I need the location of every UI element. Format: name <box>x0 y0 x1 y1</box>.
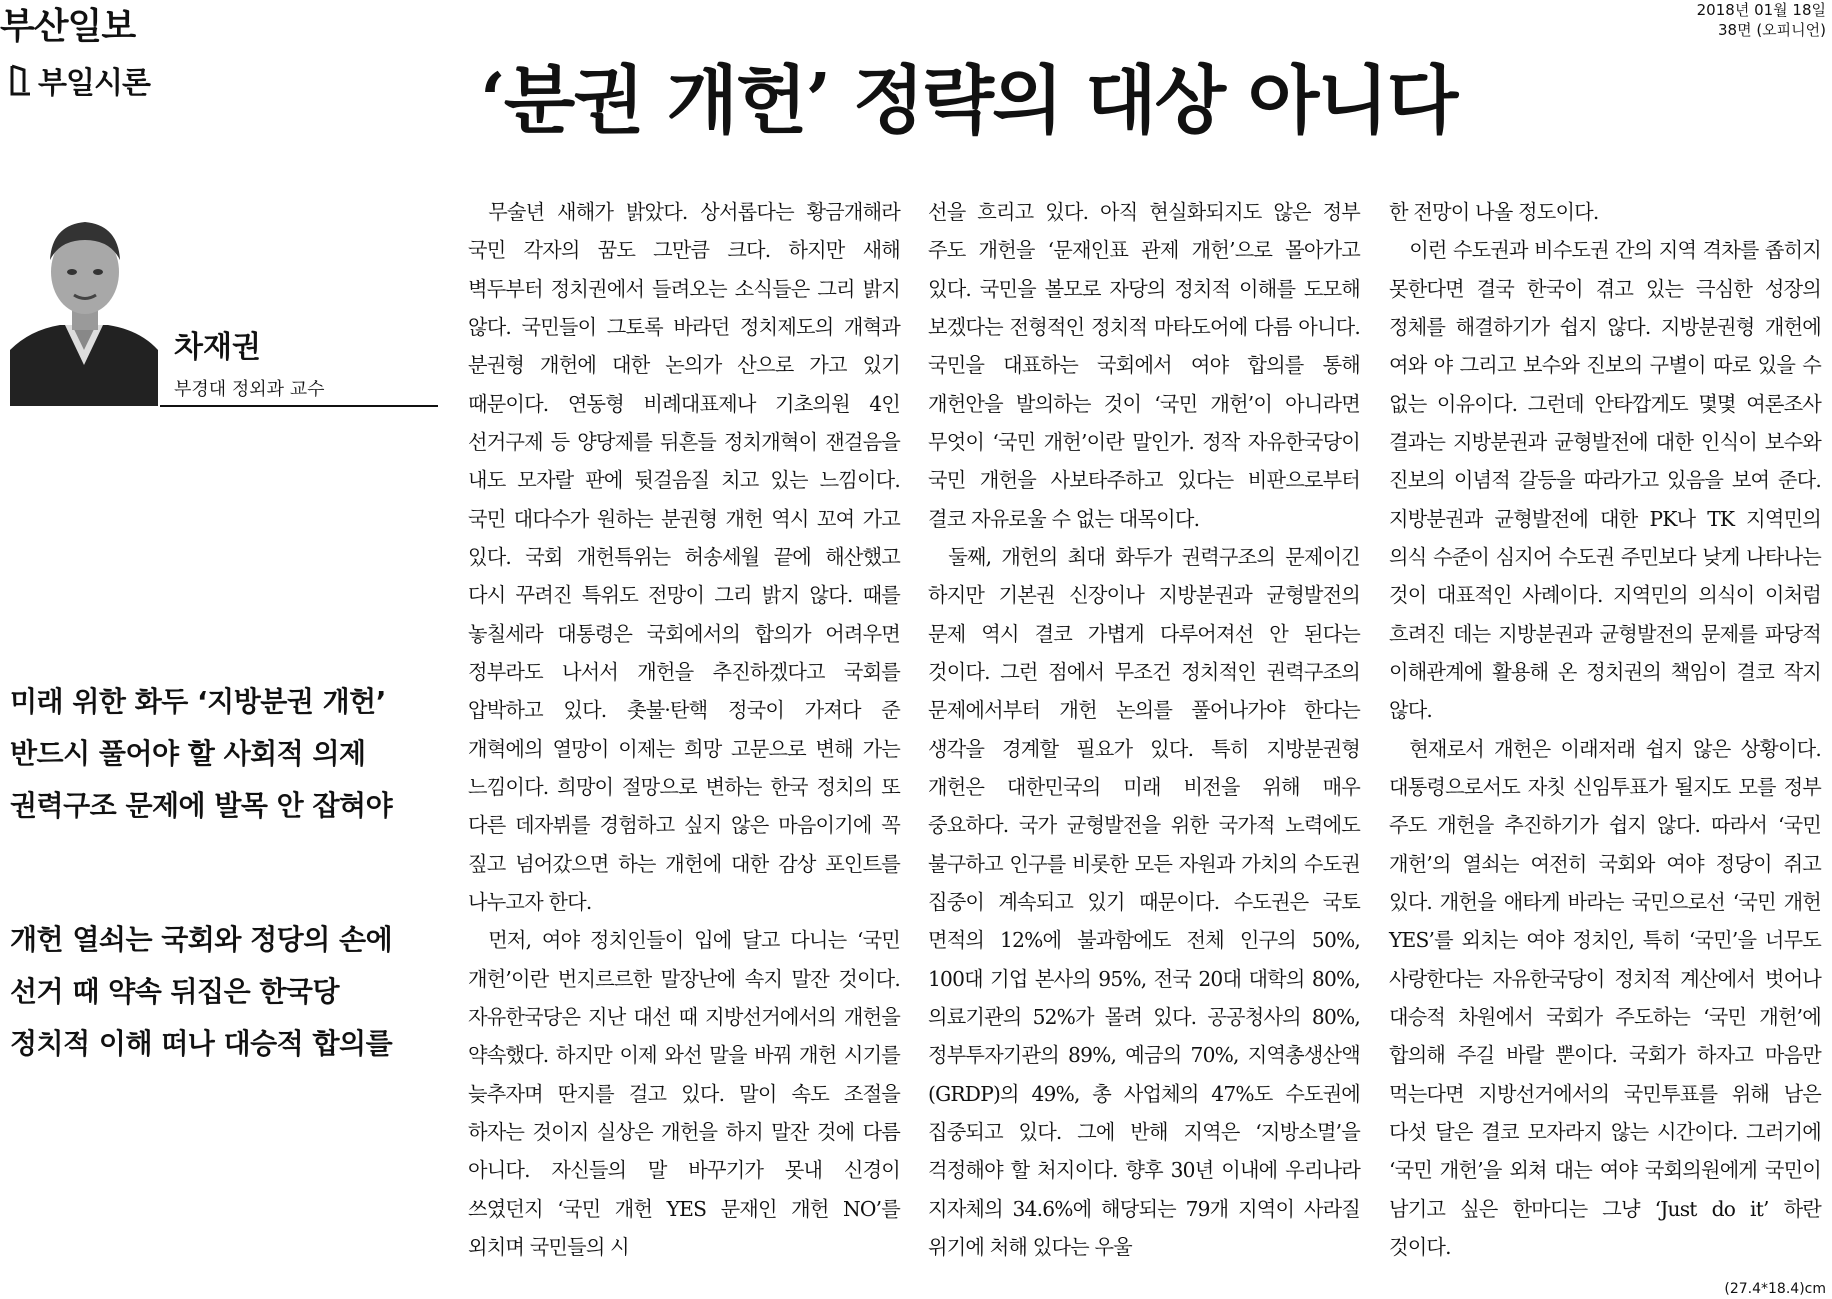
newspaper-masthead: 부산일보 <box>0 6 136 47</box>
author-name: 차재권 <box>174 330 261 365</box>
article-headline: ‘분권 개헌’ 정략의 대상 아니다 <box>480 58 1457 144</box>
body-column-2 <box>928 193 1360 1266</box>
pull-quote-line: 선거 때 약속 뒤집은 한국당 <box>10 975 340 1008</box>
pull-quote-line: 개헌 열쇠는 국회와 정당의 손에 <box>10 923 393 956</box>
body-paragraph: 무술년 새해가 밝았다. 상서롭다는 황금개해라 국민 각자의 꿈도 그만큼 크다. 하지만 새해 벽두부터 정치권에서 들려오는 소식들은 그리 밝지 않다. 국민들이 그토록 바라던 정치제도의 개혁과 분권형 개헌에 대한 논의가 산으로 가고 있기 때문이다. 연동형 비례대표제나 기초의원 4인 선거구제 등 양당제를 뒤흔들 정치개혁이 잰걸음을 내도 모자랄 판에 뒷걸음질 치고 있는 느낌이다. 국민 대다수가 원하는 분권형 개헌 역시 꼬여 가고 있다. 국회 개헌특위는 허송세월 끝에 해산했고 다시 꾸려진 특위도 전망이 그리 밝지 않다. 때를 놓칠세라 대통령은 국회에서의 합의가 어려우면 정부라도 나서서 개헌을 추진하겠다고 국회를 압박하고 있다. 촛불·탄핵 정국이 가져다 준 개혁에의 열망이 이제는 희망 고문으로 변해 가는 느낌이다. 희망이 절망으로 변하는 한국 정치의 또 다른 데자뷔를 경험하고 싶지 않은 마음이기에 꼭 짚고 넘어갔으면 하는 개헌에 대한 감상 포인트를 나누고자 한다. <box>468 200 900 914</box>
author-box <box>10 200 438 406</box>
publish-date: 2018년 01월 18일 <box>1696 1 1826 19</box>
pull-quote-line: 권력구조 문제에 발목 안 잡혀야 <box>10 789 393 822</box>
author-photo <box>10 200 158 406</box>
body-paragraph: 둘째, 개헌의 최대 화두가 권력구조의 문제이긴 하지만 기본권 신장이나 지방분권과 균형발전의 문제 역시 결코 가볍게 다루어져선 안 된다는 것이다. 그런 점에서 무조건 정치적인 권력구조의 문제에서부터 개헌 논의를 풀어나가야 한다는 생각을 경계할 필요가 있다. 특히 지방분권형 개헌은 대한민국의 미래 비전을 위해 매우 중요하다. 국가 균형발전을 위한 국가적 노력에도 불구하고 인구를 비롯한 모든 자원과 가치의 수도권 집중이 계속되고 있기 때문이다. 수도권은 국토 면적의 12%에 불과함에도 전체 인구의 50%, 100대 기업 본사의 95%, 전국 20대 대학의 80%, 의료기관의 52%가 몰려 있다. 공공청사의 80%, 정부투자기관의 89%, 예금의 70%, 지역총생산액(GRDP)의 49%, 총 사업체의 47%도 수도권에 집중되고 있다. 그에 반해 지역은 ‘지방소멸’을 걱정해야 할 처지이다. 향후 30년 이내에 우리나라 지자체의 34.6%에 해당되는 79개 지역이 사라질 위기에 처해 있다는 우울 <box>928 544 1360 1259</box>
author-affiliation: 부경대 정외과 교수 <box>174 379 325 400</box>
dateline <box>1697 0 1826 40</box>
pull-quote-line: 반드시 풀어야 할 사회적 의제 <box>10 737 366 770</box>
page-section: 38면 (오피니언) <box>1717 21 1826 39</box>
body-column-3 <box>1389 193 1821 1266</box>
body-paragraph: 이런 수도권과 비수도권 간의 지역 격차를 좁히지 못한다면 결국 한국이 겪고 있는 극심한 성장의 정체를 해결하기가 쉽지 않다. 지방분권형 개헌에 여와 야 그리고 보수와 진보의 구별이 따로 있을 수 없는 이유이다. 그런데 안타깝게도 몇몇 여론조사 결과는 지방분권과 균형발전에 대한 인식이 보수와 진보의 이념적 갈등을 따라가고 있음을 보여 준다. 지방분권과 균형발전에 대한 PK나 TK 지역민의 의식 수준이 심지어 수도권 주민보다 낮게 나타나는 것이 대표적인 사례이다. 지역민의 의식이 이처럼 흐려진 데는 지방분권과 균형발전의 문제를 파당적 이해관계에 활용해 온 정치권의 책임이 결코 작지 않다. <box>1389 238 1821 723</box>
pull-quote-line: 미래 위한 화두 ‘지방분권 개헌’ <box>10 685 386 718</box>
body-paragraph: 현재로서 개헌은 이래저래 쉽지 않은 상황이다. 대통령으로서도 자칫 신임투표가 될지도 모를 정부 주도 개헌을 추진하기가 쉽지 않다. 따라서 ‘국민 개헌’의 열쇠는 여전히 국회와 여야 정당이 쥐고 있다. 개헌을 애타게 바라는 국민으로선 ‘국민 개헌 YES’를 외치는 여야 정치인, 특히 ‘국민’을 너무도 사랑한다는 자유한국당이 정치적 계산에서 벗어나 대승적 차원에서 국회가 주도하는 ‘국민 개헌’에 합의해 주길 바랄 뿐이다. 국회가 하자고 마음만 먹는다면 지방선거에서의 국민투표를 위해 남은 다섯 달은 결코 모자라지 않는 시간이다. 그러기에 ‘국민 개헌’을 외쳐 대는 여야 국회의원에게 국민이 남기고 싶은 한마디는 그냥 ‘Just do it’ 하란 것이다. <box>1389 736 1821 1259</box>
pull-quote-1 <box>10 676 392 832</box>
article-size-note: (27.4*18.4)cm <box>1724 1281 1826 1297</box>
section-header <box>10 58 150 102</box>
body-column-1 <box>468 193 900 1266</box>
body-paragraph: 먼저, 여야 정치인들이 입에 달고 다니는 ‘국민 개헌’이란 번지르르한 말장난에 속지 말잔 것이다. 자유한국당은 지난 대선 때 지방선거에서의 개헌을 약속했다. 하지만 이제 와선 말을 바꿔 개헌 시기를 늦추자며 딴지를 걸고 있다. 말이 속도 조절을 하자는 것이지 실상은 개헌을 하지 말잔 것에 다름 아니다. 자신들의 말 바꾸기가 못내 신경이 쓰였던지 ‘국민 개헌 YES 문재인 개헌 NO’를 외치며 국민들의 시 <box>468 928 900 1259</box>
column-bracket-icon <box>10 64 32 96</box>
pull-quote-line: 정치적 이해 떠나 대승적 합의를 <box>10 1027 393 1060</box>
pull-quote-2 <box>10 914 392 1070</box>
body-paragraph: 선을 흐리고 있다. 아직 현실화되지도 않은 정부 주도 개헌을 ‘문재인표 관제 개헌’으로 몰아가고 있다. 국민을 볼모로 자당의 정치적 이해를 도모해 보겠다는 전형적인 정치적 마타도어에 다름 아니다. 국민을 대표하는 국회에서 여야 합의를 통해 개헌안을 발의하는 것이 ‘국민 개헌’이 아니라면 무엇이 ‘국민 개헌’이란 말인가. 정작 자유한국당이 국민 개헌을 사보타주하고 있다는 비판으로부터 결코 자유로울 수 없는 대목이다. <box>928 200 1360 531</box>
divider <box>160 405 438 407</box>
body-paragraph: 한 전망이 나올 정도이다. <box>1389 200 1599 224</box>
section-label: 부일시론 <box>38 66 150 101</box>
